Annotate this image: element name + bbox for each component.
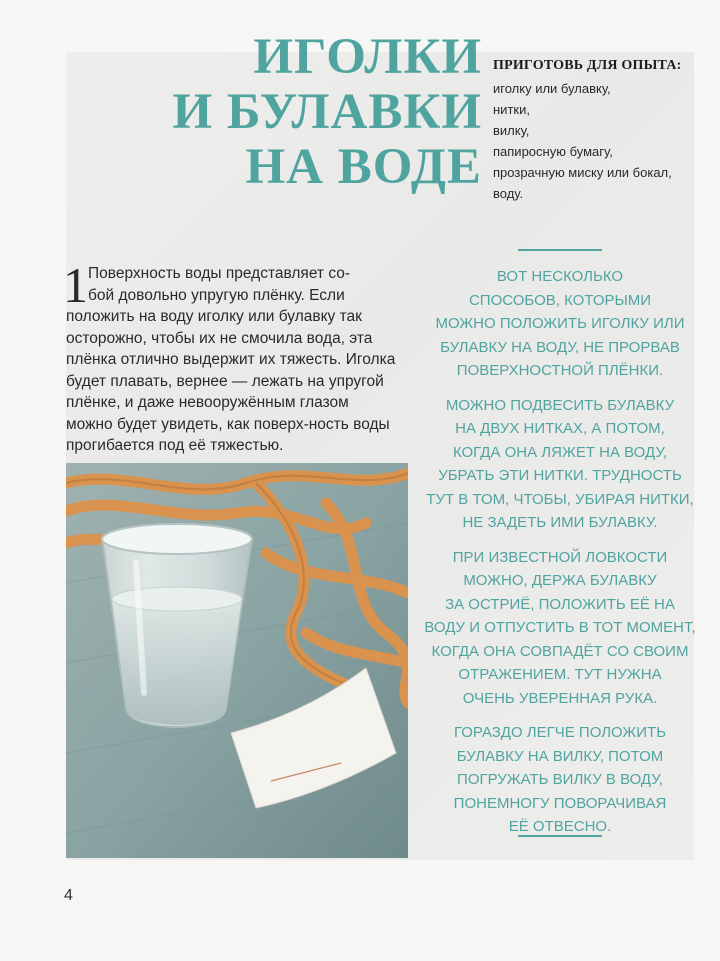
supplies-item: нитки, bbox=[493, 102, 530, 117]
method-line: МОЖНО, ДЕРЖА БУЛАВКУ bbox=[463, 572, 657, 589]
supplies-item: папиросную бумагу, bbox=[493, 144, 613, 159]
method-paragraph bbox=[418, 394, 702, 535]
method-line: ПОНЕМНОГУ ПОВОРАЧИВАЯ bbox=[453, 794, 667, 812]
method-line: НЕ ЗАДЕТЬ ИМИ БУЛАВКУ. bbox=[462, 514, 658, 531]
supplies-heading: ПРИГОТОВЬ ДЛЯ ОПЫТА: bbox=[493, 58, 682, 73]
method-paragraph bbox=[418, 721, 702, 839]
method-line: КОГДА ОНА ЛЯЖЕТ НА ВОДУ, bbox=[452, 443, 668, 461]
method-paragraph bbox=[418, 546, 702, 711]
method-line: НА ДВУХ НИТКАХ, А ПОТОМ, bbox=[455, 420, 665, 437]
method-line: ГОРАЗДО ЛЕГЧЕ ПОЛОЖИТЬ bbox=[453, 724, 667, 741]
supplies-item: вилку, bbox=[493, 123, 530, 138]
supplies-item: прозрачную миску или бокал, bbox=[493, 165, 672, 180]
supplies-item: иголку или булавку, bbox=[493, 81, 611, 96]
method-line: СПОСОБОВ, КОТОРЫМИ bbox=[468, 291, 652, 309]
method-line: БУЛАВКУ НА ВИЛКУ, ПОТОМ bbox=[456, 747, 664, 765]
methods-column bbox=[418, 265, 702, 850]
supplies-item: воду. bbox=[493, 186, 524, 201]
method-line: ПОГРУЖАТЬ ВИЛКУ В ВОДУ, bbox=[457, 771, 663, 788]
supplies-box bbox=[493, 58, 708, 204]
method-paragraph bbox=[418, 265, 702, 383]
method-line: ТУТ В ТОМ, ЧТОБЫ, УБИРАЯ НИТКИ, bbox=[426, 490, 694, 508]
page-number: 4 bbox=[64, 887, 73, 904]
title-line-2: И БУЛАВКИ bbox=[172, 84, 482, 140]
title-line-3: НА ВОДЕ bbox=[245, 139, 482, 195]
method-line: ПОВЕРХНОСТНОЙ ПЛЁНКИ. bbox=[456, 362, 664, 379]
step-number: 1 bbox=[63, 257, 88, 313]
supplies-list bbox=[493, 78, 708, 204]
title-line-1: ИГОЛКИ bbox=[253, 29, 482, 85]
method-line: ПРИ ИЗВЕСТНОЙ ЛОВКОСТИ bbox=[452, 548, 668, 566]
divider-top bbox=[518, 249, 602, 251]
method-line: ОЧЕНЬ УВЕРЕННАЯ РУКА. bbox=[462, 689, 658, 707]
intro-line-2: бой довольно упругую плёнку. Если bbox=[88, 286, 345, 304]
method-line: ВОДУ И ОТПУСТИТЬ В ТОТ МОМЕНТ, bbox=[424, 619, 696, 636]
page-title bbox=[172, 30, 482, 195]
intro-body: положить на воду иголку или булавку так осторожно, чтобы их не смочила вода, эта плёнка отлично выдержит их тяжесть. Иголка будет плавать, вернее — лежать на упругой плёнке, и даже невооружённым глазом можно будет увидеть, как поверх-ность воды прогибается под её тяжестью. bbox=[66, 308, 396, 454]
method-line: ЗА ОСТРИЁ, ПОЛОЖИТЬ ЕЁ НА bbox=[445, 595, 675, 613]
method-line: БУЛАВКУ НА ВОДУ, НЕ ПРОРВАВ bbox=[440, 338, 680, 356]
method-line: ВОТ НЕСКОЛЬКО bbox=[496, 268, 624, 285]
experiment-photo bbox=[66, 463, 408, 858]
method-line: КОГДА ОНА СОВПАДЁТ СО СВОИМ bbox=[431, 642, 689, 660]
method-line: УБРАТЬ ЭТИ НИТКИ. ТРУДНОСТЬ bbox=[438, 467, 682, 484]
intro-paragraph bbox=[66, 263, 396, 457]
divider-bottom bbox=[518, 835, 602, 837]
glass-photo-illustration bbox=[66, 463, 408, 858]
intro-line-1: Поверхность воды представляет со- bbox=[88, 265, 351, 282]
method-line: ЕЁ ОТВЕСНО. bbox=[508, 818, 612, 835]
method-line: МОЖНО ПОДВЕСИТЬ БУЛАВКУ bbox=[445, 396, 675, 414]
method-line: ОТРАЖЕНИЕМ. ТУТ НУЖНА bbox=[458, 666, 662, 683]
method-line: МОЖНО ПОЛОЖИТЬ ИГОЛКУ ИЛИ bbox=[435, 315, 685, 332]
